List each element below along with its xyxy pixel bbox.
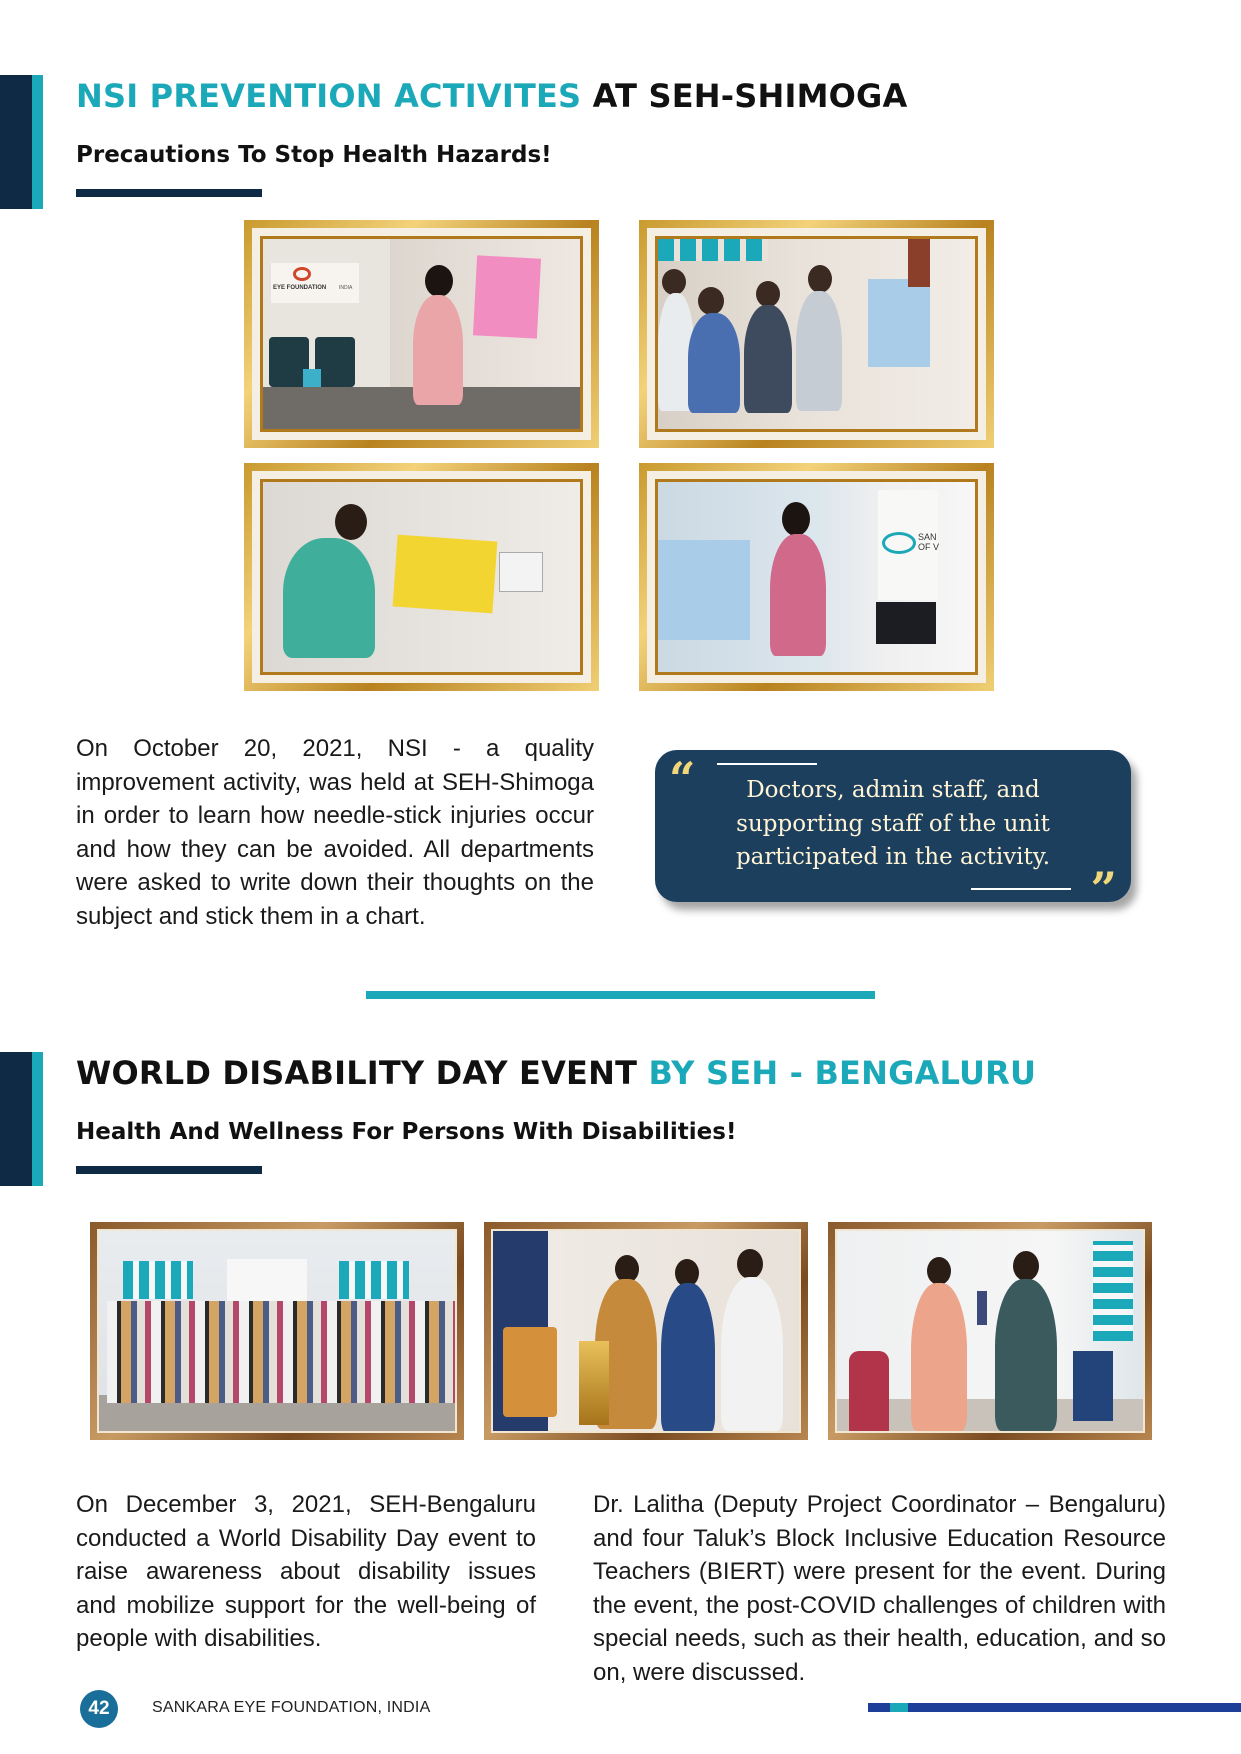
section-accent-bar-2 — [0, 1052, 44, 1186]
quote-rule-bottom — [971, 888, 1071, 890]
subtitle-underline — [76, 189, 262, 197]
section-subtitle-disability: Health And Wellness For Persons With Disabilities! — [76, 1119, 737, 1145]
photo-nsi-blue-chart — [658, 482, 975, 672]
footer-bar-segment-3 — [908, 1703, 1241, 1712]
subtitle-underline-2 — [76, 1166, 262, 1174]
footer-bar-segment-1 — [868, 1703, 890, 1712]
section2-body-left: On December 3, 2021, SEH-Bengaluru conducted a World Disability Day event to raise awareness about disability issues and mobilize support for the well-being of people with disabilities. — [76, 1491, 536, 1652]
photo-logo-label-2: INDIA — [339, 285, 353, 291]
title-highlight: NSI PREVENTION ACTIVITES — [76, 77, 582, 115]
photo-frame-6 — [484, 1222, 808, 1440]
section-title-disability — [76, 1054, 1036, 1092]
pull-quote-text: Doctors, admin staff, and supporting staff of the unit participated in the activity. — [735, 777, 1051, 870]
photo-disability-lamp — [493, 1231, 799, 1431]
open-quote-icon: “ — [669, 752, 696, 806]
photo-nsi-pink-chart — [263, 239, 580, 429]
section-subtitle-nsi: Precautions To Stop Health Hazards! — [76, 142, 552, 168]
section-accent-bar — [0, 75, 44, 209]
photo-sign-label: SAN OF V — [918, 532, 940, 552]
photo-disability-award — [837, 1231, 1143, 1431]
section1-body-text: On October 20, 2021, NSI - a quality improvement activity, was held at SEH-Shimoga in order to learn how needle-stick injuries occur and how they can be avoided. All departments were asked to write down their thoughts on the subject and stick them in a chart. — [76, 735, 594, 930]
pull-quote — [655, 750, 1131, 916]
title-highlight-2: BY SEH - BENGALURU — [648, 1054, 1037, 1092]
footer-bar-segment-2 — [890, 1703, 908, 1712]
photo-logo-label: EYE FOUNDATION — [273, 285, 327, 291]
close-quote-icon: ” — [1090, 862, 1117, 916]
quote-rule-top — [717, 763, 817, 765]
photo-frame-3 — [244, 463, 599, 691]
section2-body-right: Dr. Lalitha (Deputy Project Coordinator – Bengaluru) and four Taluk’s Block Inclusive Education Resource Teachers (BIERT) were present for the event. During the event, the post-COVID challenges of children with special needs, such as their health, education, and so on, were discussed. — [593, 1491, 1166, 1686]
section-title-nsi — [76, 77, 907, 115]
page-number: 42 — [80, 1690, 118, 1728]
photo-frame-2 — [639, 220, 994, 448]
photo-nsi-group-chart — [658, 239, 975, 429]
section-divider — [366, 991, 875, 999]
photo-frame-1 — [244, 220, 599, 448]
title-main: WORLD DISABILITY DAY EVENT — [76, 1054, 638, 1092]
photo-frame-5 — [90, 1222, 464, 1440]
photo-frame-4 — [639, 463, 994, 691]
footer-organization: SANKARA EYE FOUNDATION, INDIA — [152, 1699, 431, 1716]
photo-disability-group — [99, 1231, 455, 1431]
photo-frame-7 — [828, 1222, 1152, 1440]
photo-nsi-yellow-chart — [263, 482, 580, 672]
title-rest: AT SEH-SHIMOGA — [592, 77, 908, 115]
